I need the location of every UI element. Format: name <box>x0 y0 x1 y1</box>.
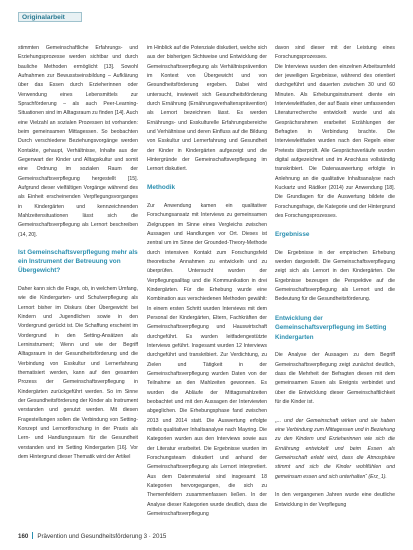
text-column-3 <box>275 44 395 510</box>
paragraph: In den vergangenen Jahren wurde eine deutliche Entwicklung in der Verpflegung <box>275 492 395 508</box>
paragraph: im Hinblick auf die Potenziale diskutiert, welche sich aus der bisherigen Sichtweise und Entwicklung der Gemeinschaftsverpflegung als Verhältnisprävention im Kontext von Übergewicht und von Gesundheitsförderung ergeben. Dabei wird untersucht, inwieweit sich Gesundheitsförderung durch Ernährung (Ernährungsverhaltensprävention) als Lernort bezeichnen lässt. Es werden Ernährungs- und Esskulturelle Erfahrungsbereiche und Verhältnisse und deren Einfluss auf die Bildung von Esskultur und Lernerfahrung und Gesundheit der Kinder in Kindergärten aufgezeigt und die Hintergründe der Gemeinschaftsverpflegung im Lernort diskutiert. <box>147 45 267 173</box>
text-column-2 <box>147 44 267 519</box>
section-heading: Ist Gemeinschaftsverpflegung mehr als ein Instrument der Betreuung von Übergewicht? <box>18 249 138 274</box>
section-heading: Methodik <box>147 183 176 191</box>
paragraph: Die Analyse der Aussagen zu dem Begriff Gemeinschaftsverpflegung zeigt zunächst deutlich, dass die Mehrheit der Befragten diesen mit dem gemeinsamen Essen als Ereignis verbindet und über die Entwicklung dieser Gemeinschaftlichkeit für die Kinder ist. <box>275 352 395 405</box>
article-type-badge: Originalarbeit <box>18 12 82 22</box>
journal-citation: Prävention und Gesundheitsförderung 3 · 2015 <box>37 533 167 540</box>
paragraph: Daher kann sich die Frage, ob, in welchem Umfang, wie die Kindergarten- und Schulverpflegung als Lernort bisher im Diskurs über Übergewicht bei Kindern und Jugendlichen sowie in den Vordergrund gerückt ist. Die Schaffung erscheint im Vordergrund in den Setting-Ansätzen als Lerninstrument; Wenn und wie der Begriff Alltagsraum in der Gesundheitsförderung und die Verbindung von Esskultur und Lernerfahrung thematisiert werden, kann auf den gesamten Prozess der Gemeinschaftsverpflegung in Kindergärten zurückgeführt werden. So im Sinne der Gesundheitsförderung der Kinder als Instrument verstanden und genutzt werden. Mit diesen Fragestellungen sollen die Verbindung von Setting-Konzept und Lernortforschung in der Praxis als Lern- und Handlungsraum für die Gesundheit verstanden und im Setting Kindergarten [16]. Vor dem Hintergrund dieser Thematik wird der Artikel <box>18 285 138 460</box>
subsection-heading: Entwicklung der Gemeinschaftsverpflegung im Setting Kindergarten <box>275 314 387 341</box>
paragraph: Die Interviews wurden den einzelnen Arbeitsumfeld der jeweiligen Ergebnisse, während des orientiert durchgeführt und dauerten zwischen 30 und 60 Minuten. Als Erhebungsinstrument diente ein Interviewleitfaden, der auf Basis einer umfassenden Literaturrecherche entwickelt wurde und als Gesprächsrahmen erarbeitet Erzählungen der Befragten in Verbindung brachte. Die Interviewleitfaden wurden nach den Regeln einer Pretests überprüft. Alle Gesprächsverläufe wurden digital aufgezeichnet und im Anschluss vollständig transkribiert. Die Datenauswertung erfolgte in Anlehnung an die qualitative Inhaltsanalyse nach Kuckartz und Rädiker (2014) zur Anwendung [18]. Die Grundlagen für die Auswertung bildete die Forschungsfrage, die Kategorie und der Hintergrund des Forschungsprozesses. <box>275 63 395 219</box>
page-number: 160 <box>18 533 29 540</box>
interview-quote: „... und der Gemeinschaft wirken und sie haben eine Verbindung zum Mittagessen und in Beziehung zu den Kindern und Erzieherinnen wie sich die Ernährung entwickelt und beim Essen als Gemeinschaft erlebt wird, dass die Atmosphäre stimmt und sich die Kinder wohlfühlen und gemeinsam essen und sich unterhalten“ (Erz_1). <box>275 417 395 480</box>
section-heading: Ergebnisse <box>275 230 310 238</box>
paragraph: Zur Anwendung kamen ein qualitativer Forschungsansatz mit Interviews zu gemeinsamen Zielgruppen im Sinne eines Vergleichs zwischen Aussagen und Handlungen vor Ort. Dieses ist zentral um im Sinne der Grounded-Theory-Methode durch intensiven Kontakt zum Forschungsfeld theoretische Annahmen zu entwickeln und zu überprüfen. Untersucht wurden der Verpflegungsalltag und die Kommunikation in drei Kindergärten. Für die Erhebung wurde eine Kombination aus verschiedenen Methoden gewählt: In einem ersten Schritt wurden Interviews mit dem Personal der Kindergärten, Eltern, Fachkräften der Gemeinschaftsverpflegung und Hauswirtschaft durchgeführt. Es wurden leitfadengestützte Interviews geführt. Insgesamt wurden 12 Interviews durchgeführt und transkribiert. Zur Verdichtung, zu Zielen und Tätigkeit in der Gemeinschaftsverpflegung wurden Daten von der Teilnahme an den Mahlzeiten gewonnen. Es wurden die Abläufe der Mittagsmahlzeiten beobachtet und mit den Aussagen der Interviewten abgeglichen. Die Erhebungsphase fand zwischen 2013 und 2014 statt. Die Auswertung erfolgte mittels qualitativer Inhaltsanalyse nach Mayring. Die Kategorien wurden aus den Interviews sowie aus der Literatur erarbeitet. Die Ergebnisse wurden im Forschungsteam diskutiert und anhand der Gemeinschaftsverpflegung als Lernort interpretiert. Aus dem Datenmaterial sind insgesamt 18 Kategorien hervorgegangen, die sich zu Themenfeldern zusammenfassen ließen. In der Analyse dieser Kategorien wurde deutlich, dass die Gemeinschaftsverpflegung <box>147 203 267 517</box>
text-column-1 <box>18 44 138 462</box>
paragraph: Die Ergebnisse in der empirischen Erhebung werden dargestellt. Die Gemeinschaftsverpflegung zeigt sich als Lernort in den Kindergärten. Die Ergebnisse bezeugen die Perspektive auf die Gemeinschaftsverpflegung als Lernort und die Bedeutung für die Gesundheitsförderung. <box>275 249 395 303</box>
page-footer <box>18 532 395 542</box>
paragraph: davon sind dieser mit der Leistung eines Forschungsprozesses. <box>275 45 395 61</box>
footer-divider <box>32 532 33 539</box>
paragraph: stimmten Gemeinschaftliche Erfahrungs- und Erziehungsprozesse werden sichtbar und durch bauliche Methoden ermöglicht [13]. Sowohl Aufnahmen zur Bewusstseinsbildung – Aufklärung über das Essen durch Erzieherinnen oder Verwendung eines Lebensmittels zur Sprachförderung – als auch Peer-Learning-Situationen sind im Alltagsraum zu finden [14]. Auch eine Vielzahl an sozialen Prozessen ist vorhanden: beim gemeinsamen Mittagessen. So beobachten Durch verschiedene Beziehungsvorgänge werden Kontakte, gehaupt, Verhältnisse, Inhalte aus der Gegenwart der Kinder und Alltagskultur und somit eine Ordnung im sozialen Raum der Gemeinschaftsverpflegung hergestellt [15]. Aufgrund dieser vielfältigen Vorgänge während des als Einheit erscheinenden Verpflegungsvorganges in Kindergärten und kennzeichnenden Mahlzeitensituationen lässt sich die Gemeinschaftsverpflegung als Lernort beschreiben (14, 20]. <box>18 45 138 238</box>
